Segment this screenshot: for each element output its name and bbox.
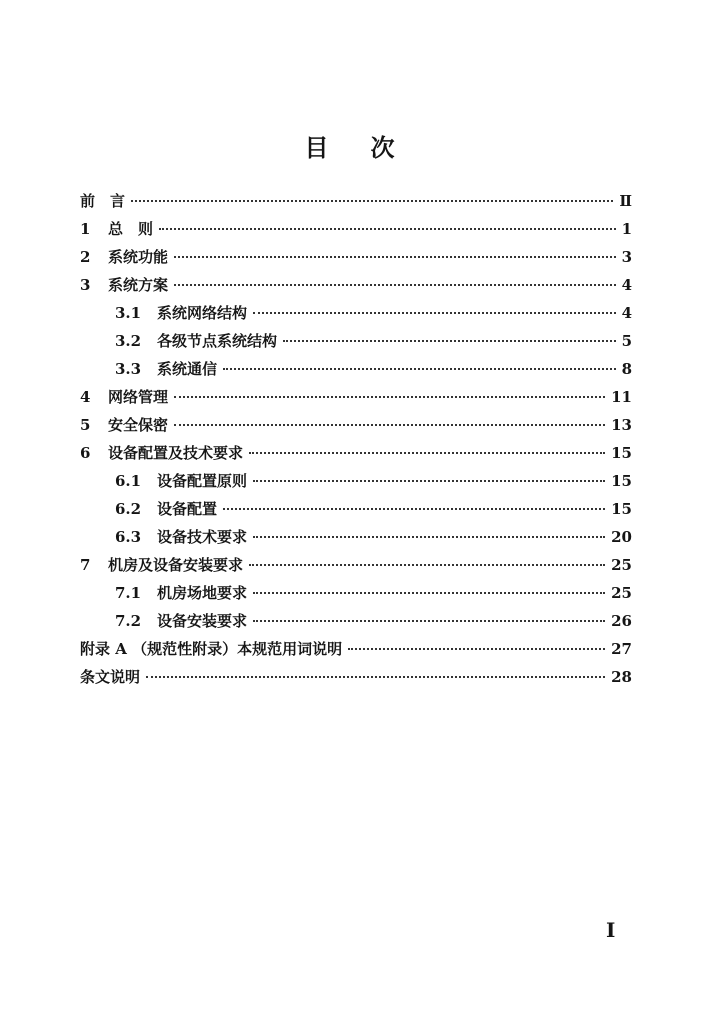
- title-char-2: 次: [370, 133, 397, 162]
- toc-entry[interactable]: [80, 386, 632, 414]
- dot-leader: [174, 423, 605, 426]
- toc-entry-label: 机房及设备安装要求: [108, 556, 244, 574]
- toc-entry-page: Ⅱ: [619, 192, 632, 210]
- toc-entry-label: 附录 A （规范性附录）本规范用词说明: [80, 640, 343, 658]
- toc-entry-label: 设备配置及技术要求: [108, 444, 244, 462]
- dot-leader: [146, 675, 605, 678]
- toc-entry-label: 条文说明: [80, 668, 141, 686]
- toc-entry[interactable]: [80, 218, 632, 246]
- title-char-1: 目: [304, 133, 331, 162]
- toc-entry[interactable]: [80, 358, 632, 386]
- toc-entry-page: 1: [621, 220, 632, 238]
- toc-entry-number: 4: [80, 388, 91, 406]
- toc-entry-page: 4: [621, 276, 632, 294]
- toc-entry-page: 15: [611, 472, 632, 490]
- dot-leader: [253, 619, 605, 622]
- page-title: [0, 128, 701, 163]
- dot-leader: [131, 199, 613, 202]
- toc-entry-label: 前 言: [80, 192, 126, 210]
- toc-entry-label: 安全保密: [108, 416, 169, 434]
- toc-entry[interactable]: [80, 470, 632, 498]
- toc-entry-number: 6.2: [115, 500, 142, 518]
- toc-entry-number: 7.1: [115, 584, 142, 602]
- page-number: Ⅰ: [606, 918, 616, 942]
- toc-entry[interactable]: [80, 414, 632, 442]
- toc-entry-page: 5: [621, 332, 632, 350]
- toc-entry-number: 7.2: [115, 612, 142, 630]
- toc-entry-number: 2: [80, 248, 91, 266]
- toc-entry-label: 设备配置原则: [157, 472, 248, 490]
- dot-leader: [253, 311, 616, 314]
- toc-entry[interactable]: [80, 274, 632, 302]
- toc-entry-number: 3: [80, 276, 91, 294]
- dot-leader: [253, 479, 605, 482]
- toc-entry-number: 3.1: [115, 304, 142, 322]
- toc-entry-number: 5: [80, 416, 91, 434]
- dot-leader: [283, 339, 616, 342]
- toc-entry-page: 3: [621, 248, 632, 266]
- toc-entry-page: 13: [611, 416, 632, 434]
- toc-entry[interactable]: [80, 610, 632, 638]
- toc-entry-label: 机房场地要求: [157, 584, 248, 602]
- toc-entry-page: 28: [611, 668, 632, 686]
- toc-entry-label: 总 则: [108, 220, 154, 238]
- toc-entry-page: 27: [611, 640, 632, 658]
- dot-leader: [223, 367, 616, 370]
- toc-entry[interactable]: [80, 498, 632, 526]
- toc-entry-page: 4: [621, 304, 632, 322]
- toc-entry-page: 26: [611, 612, 632, 630]
- toc-entry-number: 6.1: [115, 472, 142, 490]
- toc-entry[interactable]: [80, 666, 632, 694]
- toc-entry-page: 8: [621, 360, 632, 378]
- toc-entry-label: 网络管理: [108, 388, 169, 406]
- toc-entry[interactable]: [80, 190, 632, 218]
- toc-entry-label: 系统方案: [108, 276, 169, 294]
- dot-leader: [174, 255, 616, 258]
- toc-entry-label: 系统网络结构: [157, 304, 248, 322]
- toc-entry-number: 6: [80, 444, 91, 462]
- toc-entry[interactable]: [80, 526, 632, 554]
- toc-entry[interactable]: [80, 638, 632, 666]
- toc-entry-page: 25: [611, 556, 632, 574]
- toc-entry[interactable]: [80, 554, 632, 582]
- dot-leader: [249, 451, 605, 454]
- toc-entry-page: 15: [611, 500, 632, 518]
- toc-entry-page: 25: [611, 584, 632, 602]
- toc-entry-page: 11: [611, 388, 632, 406]
- toc-entry-number: 3.3: [115, 360, 142, 378]
- toc-entry[interactable]: [80, 442, 632, 470]
- toc-entry-label: 设备技术要求: [157, 528, 248, 546]
- toc-entry-label: 系统功能: [108, 248, 169, 266]
- toc-entry-number: 1: [80, 220, 91, 238]
- toc-entry[interactable]: [80, 302, 632, 330]
- toc-entry[interactable]: [80, 246, 632, 274]
- toc-entry[interactable]: [80, 330, 632, 358]
- toc-entry-number: 6.3: [115, 528, 142, 546]
- dot-leader: [174, 283, 616, 286]
- toc-entry-page: 20: [611, 528, 632, 546]
- toc-entry-label: 设备安装要求: [157, 612, 248, 630]
- dot-leader: [223, 507, 605, 510]
- toc-entry-number: 7: [80, 556, 91, 574]
- dot-leader: [159, 227, 616, 230]
- dot-leader: [348, 647, 605, 650]
- toc-entry-label: 系统通信: [157, 360, 218, 378]
- toc-entry[interactable]: [80, 582, 632, 610]
- dot-leader: [253, 535, 605, 538]
- toc-entry-label: 各级节点系统结构: [157, 332, 278, 350]
- dot-leader: [174, 395, 605, 398]
- toc-entry-page: 15: [611, 444, 632, 462]
- dot-leader: [253, 591, 605, 594]
- table-of-contents: [80, 190, 632, 694]
- toc-entry-number: 3.2: [115, 332, 142, 350]
- toc-entry-label: 设备配置: [157, 500, 218, 518]
- dot-leader: [249, 563, 605, 566]
